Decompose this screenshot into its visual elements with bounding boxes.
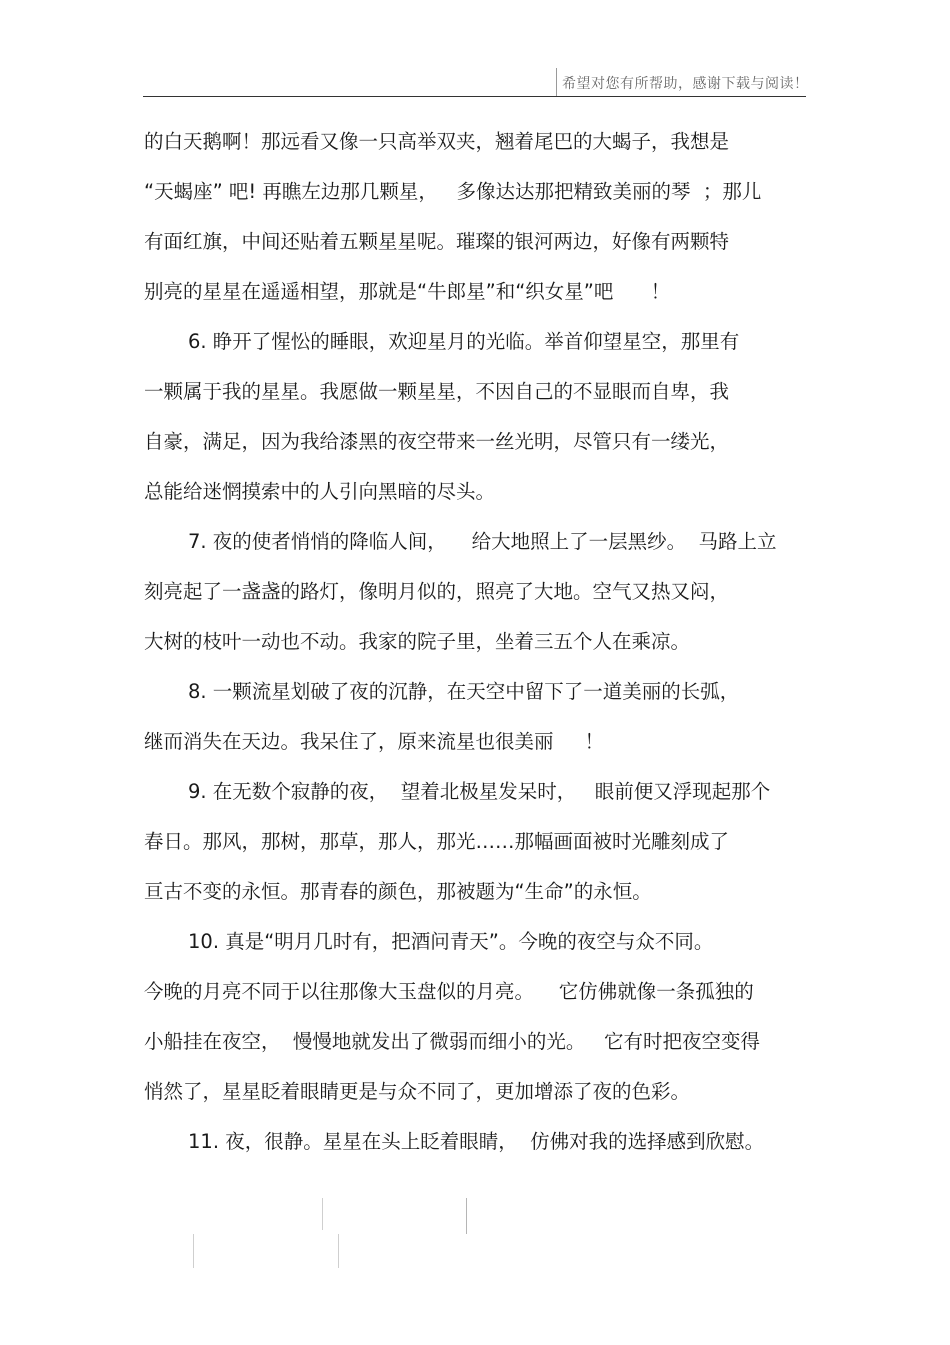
text-line: 9. 在无数个寂静的夜， 望着北极星发呆时， 眼前便又浮现起那个 [188,780,771,803]
text-line: 自豪，满足，因为我给漆黑的夜空带来一丝光明，尽管只有一缕光， [144,430,730,453]
text-line: 悄然了，星星眨着眼睛更是与众不同了，更加增添了夜的色彩。 [144,1080,691,1103]
scan-artifact-line [338,1234,339,1268]
text-line: 8. 一颗流星划破了夜的沉静，在天空中留下了一道美丽的长弧， [188,680,740,703]
text-line: 亘古不变的永恒。那青春的颜色，那被题为“生命”的永恒。 [144,880,652,903]
text-line: 刻亮起了一盏盏的路灯，像明月似的，照亮了大地。空气又热又闷， [144,580,730,603]
text-line: “天蝎座” 吧! 再瞧左边那几颗星， 多像达达那把精致美丽的琴 ；那儿 [144,180,762,203]
text-line: 别亮的星星在遥遥相望，那就是“牛郎星”和“织女星”吧 ！ [144,280,671,303]
text-line: 6. 睁开了惺忪的睡眼，欢迎星月的光临。举首仰望星空，那里有 [188,330,740,353]
header-text: 希望对您有所帮助，感谢下载与阅读！ [562,76,809,92]
text-line: 小船挂在夜空， 慢慢地就发出了微弱而细小的光。 它有时把夜空变得 [144,1030,760,1053]
text-line: 7. 夜的使者悄悄的降临人间， 给大地照上了一层黑纱。 马路上立 [188,530,777,553]
scan-artifact-line [193,1234,194,1268]
text-line: 总能给迷惘摸索中的人引向黑暗的尽头。 [144,480,496,503]
text-line: 春日。那风，那树，那草，那人，那光……那幅画面被时光雕刻成了 [144,830,730,853]
scan-artifact-line [466,1198,467,1234]
text-line: 今晚的月亮不同于以往那像大玉盘似的月亮。 它仿佛就像一条孤独的 [144,980,754,1003]
scan-artifact-line [322,1198,323,1230]
text-line: 的白天鹅啊！那远看又像一只高举双夹，翘着尾巴的大蝎子，我想是 [144,130,730,153]
text-line: 有面红旗，中间还贴着五颗星星呢。璀璨的银河两边，好像有两颗特 [144,230,730,253]
header-rule [143,96,806,97]
text-line: 继而消失在天边。我呆住了，原来流星也很美丽 ！ [144,730,604,753]
text-line: 10. 真是“明月几时有，把酒问青天”。今晚的夜空与众不同。 [188,930,714,953]
text-line: 11. 夜，很静。星星在头上眨着眼睛， 仿佛对我的选择感到欣慰。 [188,1130,765,1153]
text-line: 一颗属于我的星星。我愿做一颗星星，不因自己的不显眼而自卑，我 [144,380,730,403]
text-line: 大树的枝叶一动也不动。我家的院子里，坐着三五个人在乘凉。 [144,630,691,653]
